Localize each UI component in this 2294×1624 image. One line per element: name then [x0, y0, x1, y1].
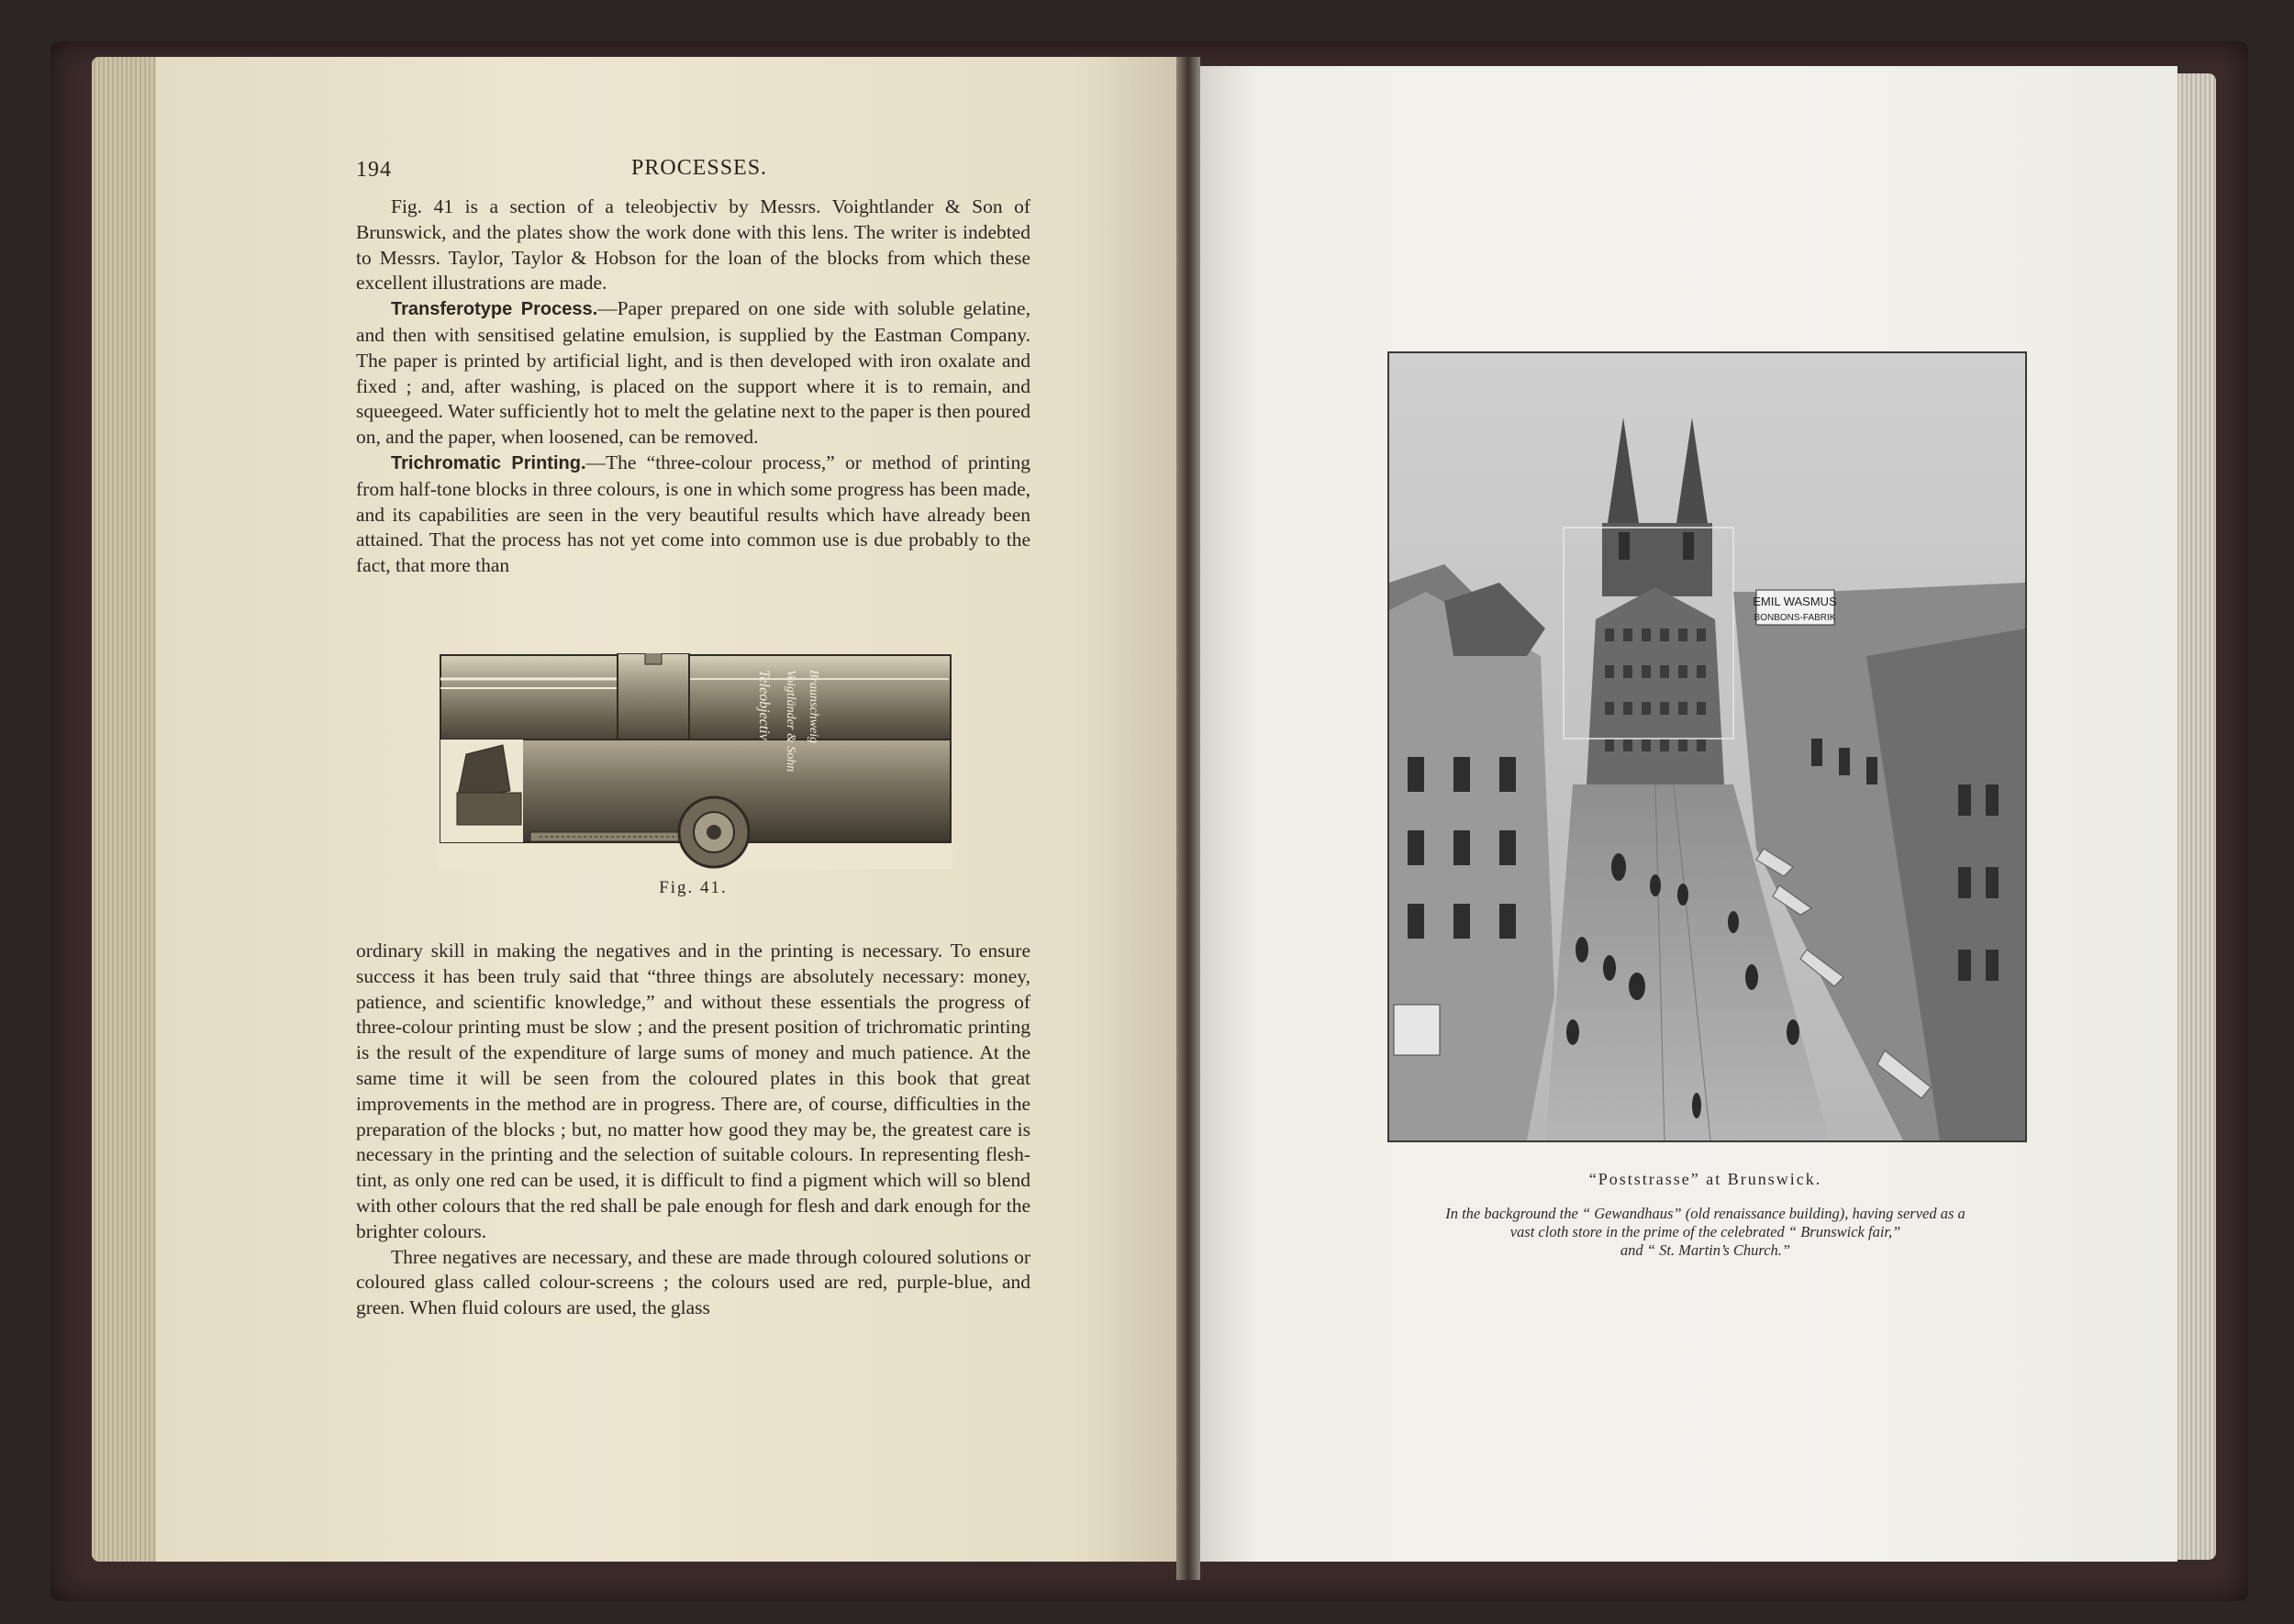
figure-caption: Fig. 41. [659, 878, 728, 897]
right-page-edges [2175, 73, 2216, 1560]
engraving-maker: Voigtländer & Sohn [784, 670, 797, 773]
paragraph-trichromatic [356, 450, 1030, 579]
photo-description [1285, 1205, 2126, 1260]
running-head: PROCESSES. [631, 156, 768, 180]
poststrasse-photograph [1387, 351, 2027, 1142]
left-page-edges [92, 57, 161, 1562]
text-transferotype: —Paper prepared on one side with soluble gelatine, and then with sensitised gelatine emulsion, is supplied by the Eastman Company. The paper is printed by artificial light, and is then developed with iron oxalate and fixed ; and, after washing, is placed on the support where it is to remain, and squeegeed. Water sufficiently hot to melt the gelatine next to the paper is then poured on, and the paper, when loosened, can be removed. [356, 297, 1030, 449]
engraving-teleobjectiv: Teleobjectiv [756, 670, 772, 740]
photo-title: “Poststrasse” at Brunswick. [1588, 1170, 1822, 1188]
engraving-city: Braunschweig [807, 670, 820, 744]
heading-transferotype: Transferotype Process. [391, 299, 598, 320]
telephoto-lens-figure [439, 653, 952, 869]
paragraph-continuation: ordinary skill in making the negatives and in the printing is necessary. To ensure success it has been truly said that “three things are absolutely necessary: money, patience, and scientific knowledge,” and without these essentials the progress of three-colour printing must be slow ; and the present position of trichromatic printing is the result of the expenditure of large sums of money and much patience. At the same time it will be seen from the coloured plates in this book that great improvements in the method are in progress. There are, of course, difficulties in the preparation of the blocks ; but, no matter how good they may be, the greatest care is necessary in the printing and the selection of suitable colours. In representing flesh-tint, as only one red can be used, it is difficult to find a pigment which will so blend with other colours that the red shall be pale enough for flesh and dark enough for the brighter colours. [356, 940, 1030, 1242]
photo-desc-line-1: In the background the “ Gewandhaus” (old renaissance building), having served as a [1445, 1205, 1965, 1222]
paragraph-fig41: Fig. 41 is a section of a teleobjectiv by Messrs. Voightlander & Son of Brunswick, and the plates show the work done with this lens. The writer is indebted to Messrs. Taylor, Taylor & Hobson for the loan of the blocks from which these excellent illustrations are made. [356, 195, 1030, 295]
heading-trichromatic: Trichromatic Printing. [391, 452, 586, 473]
shop-sign-wasmus: EMIL WASMUS [1753, 595, 1837, 608]
shop-sign-bonbons: BONBONS-FABRIK [1754, 613, 1836, 623]
text-trichromatic: —The “three-colour process,” or method of printing from half-tone blocks in three colours, is one in which some progress has been made, and its capabilities are seen in the very beautiful results which have already been attained. That the process has not yet come into common use is due probably to the fact, that more than [356, 450, 1031, 577]
lower-text-block [356, 939, 1030, 1321]
upper-text-block [356, 195, 1030, 579]
page-header [356, 154, 1030, 191]
paragraph-transferotype [356, 296, 1030, 450]
paragraph-negatives: Three negatives are necessary, and these are made through coloured solutions or coloured glass called colour-screens ; the colours used are red, purple-blue, and green. When fluid colours are used, the glass [356, 1245, 1030, 1319]
book-gutter [1176, 57, 1200, 1580]
photo-desc-line-3: and “ St. Martin’s Church.” [1620, 1241, 1791, 1259]
page-number: 194 [356, 158, 392, 182]
photo-desc-line-2: vast cloth store in the prime of the celebrated “ Brunswick fair,” [1509, 1223, 1901, 1240]
